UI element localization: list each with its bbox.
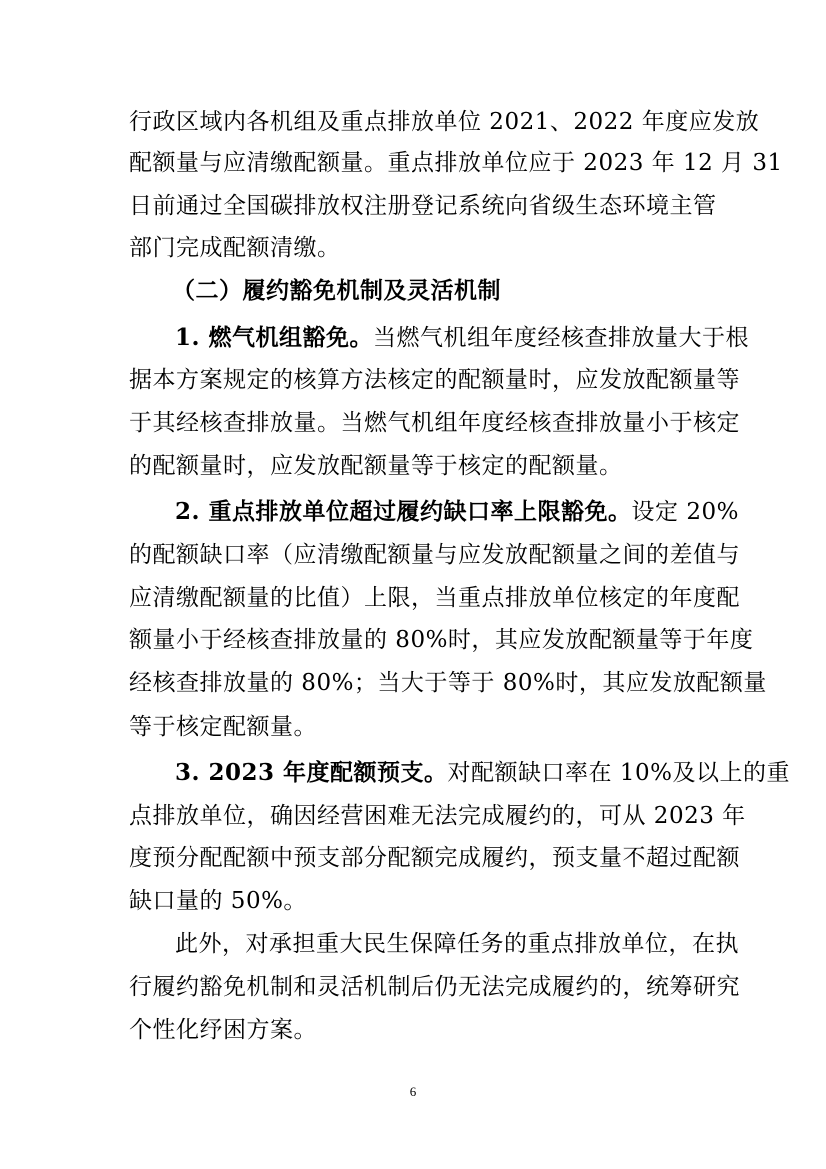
item-2-first-line — [175, 492, 739, 532]
item-2-text: 设定 20% — [631, 499, 739, 525]
item-3-text: 对配额缺口率在 10%及以上的重 — [447, 760, 790, 786]
paragraph-line: 的配额缺口率（应清缴配额量与应发放配额量之间的差值与 — [129, 542, 740, 568]
paragraph-line: 配额量与应清缴配额量。重点排放单位应于 2023 年 12 月 31 — [129, 150, 783, 176]
paragraph-line: 日前通过全国碳排放权注册登记系统向省级生态环境主管 — [129, 193, 717, 219]
paragraph-line: 缺口量的 50%。 — [129, 888, 307, 914]
paragraph-line: 于其经核查排放量。当燃气机组年度经核查排放量小于核定 — [129, 410, 740, 436]
paragraph-line: 的配额量时，应发放配额量等于核定的配额量。 — [129, 453, 623, 479]
paragraph-line: 度预分配配额中预支部分配额完成履约，预支量不超过配额 — [129, 845, 740, 871]
item-3-first-line — [175, 753, 790, 793]
paragraph-line: 据本方案规定的核算方法核定的配额量时，应发放配额量等 — [129, 367, 740, 393]
page-number: 6 — [409, 1084, 417, 1099]
paragraph-line: 此外，对承担重大民生保障任务的重点排放单位，在执 — [175, 931, 739, 957]
paragraph-line: 个性化纾困方案。 — [129, 1017, 317, 1043]
section-heading: （二）履约豁免机制及灵活机制 — [172, 277, 501, 304]
paragraph-line: 应清缴配额量的比值）上限，当重点排放单位核定的年度配 — [129, 585, 740, 611]
paragraph-line: 额量小于经核查排放量的 80%时，其应发放配额量等于年度 — [129, 627, 754, 653]
paragraph-line: 点排放单位，确因经营困难无法完成履约的，可从 2023 年 — [129, 803, 746, 829]
paragraph-line: 经核查排放量的 80%；当大于等于 80%时，其应发放配额量 — [129, 670, 767, 696]
item-3-title: 3. 2023 年度配额预支。 — [175, 759, 448, 786]
paragraph-line: 部门完成配额清缴。 — [129, 235, 341, 261]
item-1-title: 1. 燃气机组豁免。 — [175, 324, 374, 351]
item-1-text: 当燃气机组年度经核查排放量大于根 — [373, 325, 750, 351]
item-1-first-line — [175, 318, 750, 358]
paragraph-line: 行履约豁免机制和灵活机制后仍无法完成履约的，统筹研究 — [129, 974, 740, 1000]
paragraph-line: 行政区域内各机组及重点排放单位 2021、2022 年度应发放 — [129, 109, 760, 135]
item-2-title: 2. 重点排放单位超过履约缺口率上限豁免。 — [175, 498, 632, 525]
paragraph-line: 等于核定配额量。 — [129, 714, 317, 740]
